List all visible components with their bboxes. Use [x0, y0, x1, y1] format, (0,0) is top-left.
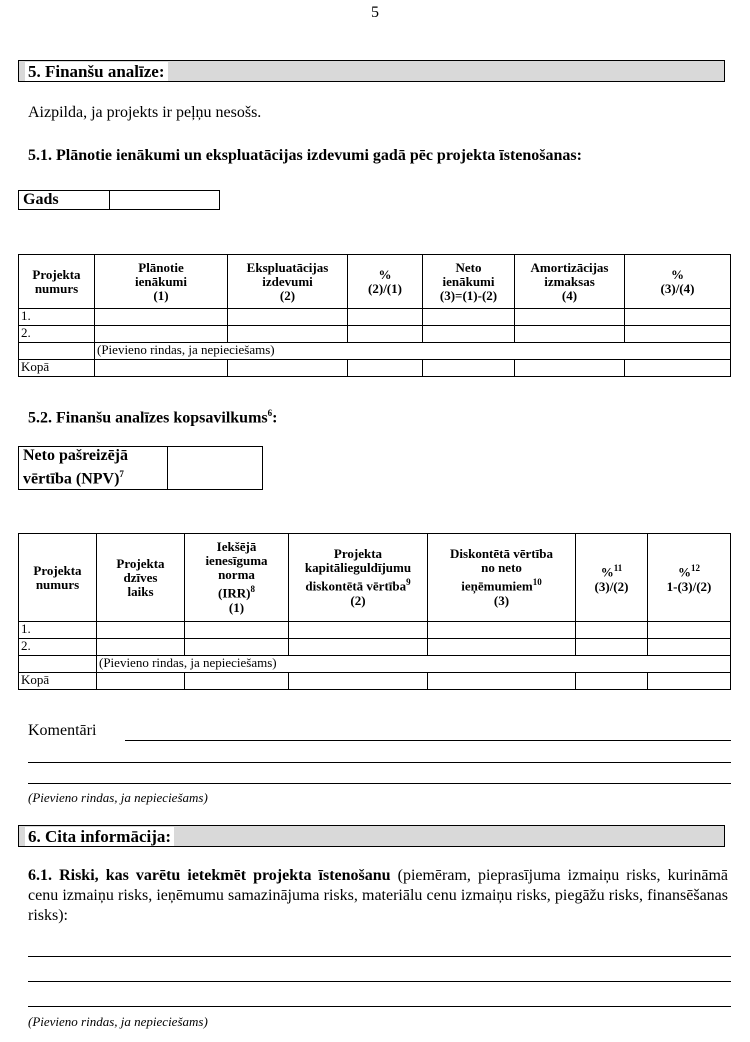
- t1-header-planned-income: Plānotie ienākumi (1): [95, 255, 228, 309]
- section-6-header: [18, 825, 725, 847]
- npv-label: Neto pašreizējā vērtība (NPV)$^7$: [19, 447, 168, 490]
- subsection-5-1-title: 5.1. Plānotie ienākumi un ekspluatācijas izdevumi gadā pēc projekta īstenošanas:: [28, 147, 582, 164]
- row-number: 1.: [19, 309, 95, 326]
- risks-add-rows-note: (Pievieno rindas, ja nepieciešams): [28, 1014, 208, 1029]
- risks-line[interactable]: [28, 1006, 731, 1007]
- total-label: Kopā: [19, 673, 97, 690]
- page-number: 5: [371, 4, 379, 21]
- table-row: [19, 622, 731, 639]
- npv-input[interactable]: [168, 447, 263, 490]
- table-row: [19, 309, 731, 326]
- table-total-row: [19, 360, 731, 377]
- row-number: 2.: [19, 639, 97, 656]
- t1-header-percent-3-4: % (3)/(4): [625, 255, 731, 309]
- table-row: [19, 656, 731, 673]
- comments-line[interactable]: [125, 740, 731, 741]
- t2-header-one-minus-ratio: %$^{12}$ 1-(3)/(2): [648, 534, 731, 622]
- risks-paragraph: [28, 866, 728, 926]
- year-box: [18, 190, 220, 210]
- year-input[interactable]: [110, 191, 220, 210]
- t2-header-discounted-net-revenue: Diskontētā vērtība no neto ieņēmumiem$^{10}$ (3): [428, 534, 576, 622]
- risks-line[interactable]: [28, 981, 731, 982]
- comments-label: Komentāri: [28, 722, 97, 739]
- risks-description: (piemēram, pieprasījuma izmaiņu risks, kurināmā cenu izmaiņu risks, ieņēmumu samazinājuma risks, materiālu cenu izmaiņu risks, piegāžu risks, finansēšanas risks):: [28, 867, 728, 924]
- subsection-5-2-title: 5.2. Finanšu analīzes kopsavilkums$^6$:: [28, 408, 278, 427]
- t2-header-irr: Iekšējā ienesīguma norma (IRR)$^8$ (1): [185, 534, 289, 622]
- add-rows-note: (Pievieno rindas, ja nepieciešams): [97, 656, 731, 673]
- year-label: Gads: [19, 191, 110, 210]
- row-number: 2.: [19, 326, 95, 343]
- table-row: [19, 343, 731, 360]
- t2-header-project-lifetime: Projekta dzīves laiks: [97, 534, 185, 622]
- total-label: Kopā: [19, 360, 95, 377]
- comments-line[interactable]: [28, 783, 731, 784]
- section-5-title: 5. Finanšu analīze:: [25, 62, 168, 81]
- financial-summary-table: [18, 533, 731, 690]
- t1-header-operating-costs: Ekspluatācijas izdevumi (2): [228, 255, 348, 309]
- t1-header-depreciation: Amortizācijas izmaksas (4): [515, 255, 625, 309]
- t2-header-percent-3-2: %$^{11}$ (3)/(2): [576, 534, 648, 622]
- t1-header-net-income: Neto ienākumi (3)=(1)-(2): [423, 255, 515, 309]
- comments-add-rows-note: (Pievieno rindas, ja nepieciešams): [28, 790, 208, 805]
- t1-header-project-number: Projekta numurs: [19, 255, 95, 309]
- income-expense-table: [18, 254, 731, 377]
- npv-box: [18, 446, 263, 490]
- subsection-6-1-title: 6.1. Riski, kas varētu ietekmēt projekta īstenošanu: [28, 867, 391, 884]
- add-rows-note: (Pievieno rindas, ja nepieciešams): [95, 343, 731, 360]
- t2-header-discounted-investment: Projekta kapitālieguldījumu diskontētā vērtība$^9$ (2): [289, 534, 428, 622]
- risks-line[interactable]: [28, 956, 731, 957]
- row-number: 1.: [19, 622, 97, 639]
- section-5-header: [18, 60, 725, 82]
- section-6-title: 6. Cita informācija:: [25, 827, 174, 846]
- table-row: [19, 639, 731, 656]
- t1-header-percent-2-1: % (2)/(1): [348, 255, 423, 309]
- table-total-row: [19, 673, 731, 690]
- table-row: [19, 326, 731, 343]
- comments-line[interactable]: [28, 762, 731, 763]
- t2-header-project-number: Projekta numurs: [19, 534, 97, 622]
- intro-text: Aizpilda, ja projekts ir peļņu nesošs.: [28, 104, 262, 121]
